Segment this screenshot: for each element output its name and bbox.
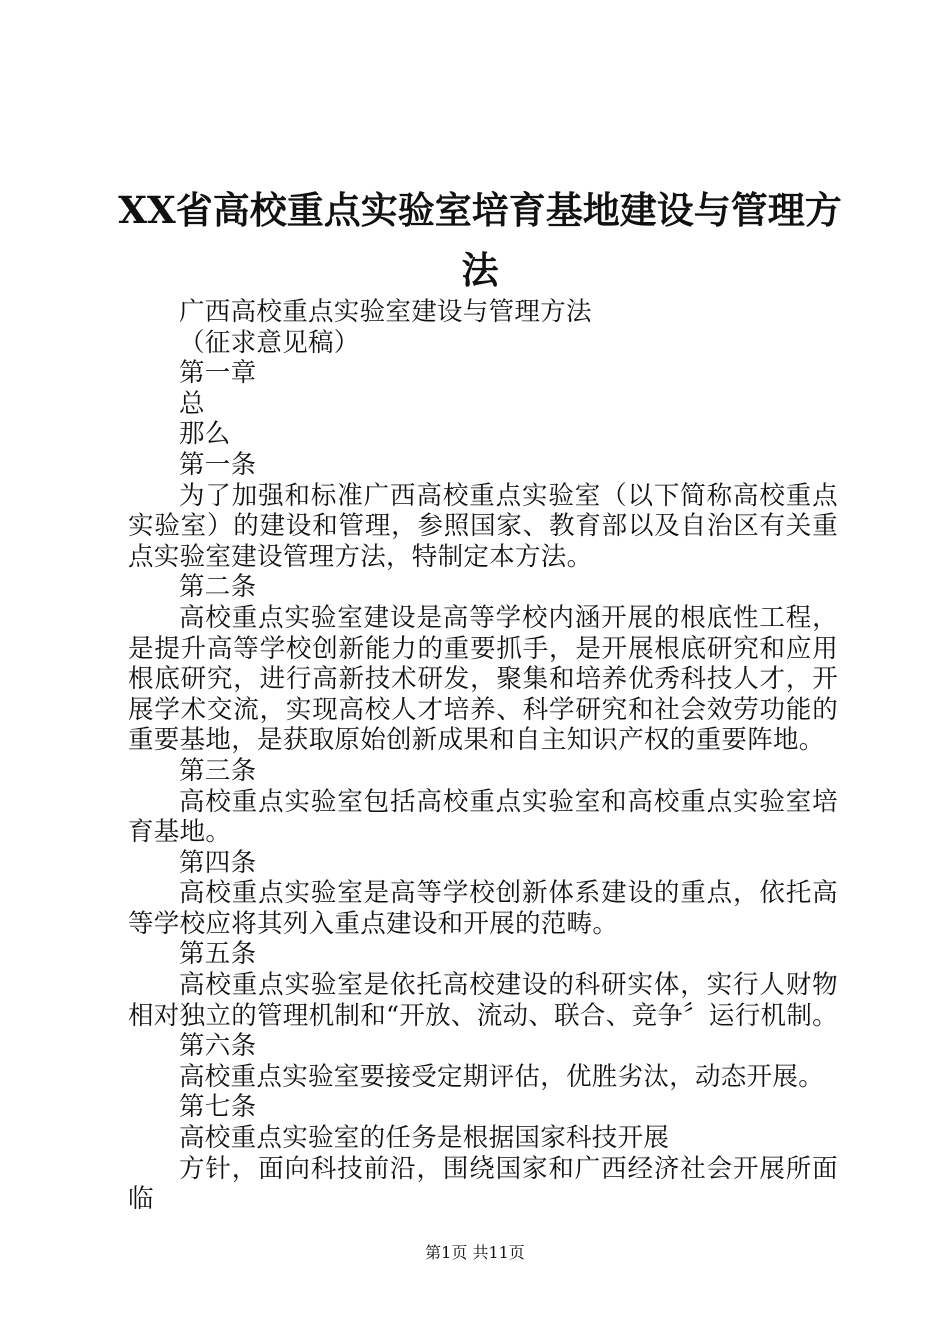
article-heading: 第七条 (179, 1092, 257, 1123)
article-heading: 第四条 (179, 847, 257, 878)
article-text: 高校重点实验室是依托高校建设的科研实体，实行人财物相对独立的管理机制和“开放、流动、联合、竞争〞运行机制。 (128, 970, 838, 1031)
article-text: 高校重点实验室要接受定期评估，优胜劣汰，动态开展。 (179, 1061, 825, 1092)
article-text: 方针，面向科技前沿，围绕国家和广西经济社会开展所面临 (128, 1153, 838, 1215)
page-footer: 第1页 共11页 (425, 1243, 525, 1262)
article-heading: 第三条 (179, 755, 257, 786)
article-heading: 第六条 (179, 1031, 257, 1062)
article-heading: 第二条 (179, 572, 257, 603)
paragraph: 广西高校重点实验室建设与管理方法 (179, 297, 592, 327)
chapter-heading: 第一章 (179, 358, 257, 389)
paragraph: 总 (179, 388, 205, 419)
article-text: 为了加强和标准广西高校重点实验室（以下简称高校重点实验室）的建设和管理，参照国家、教育部以及自治区有关重点实验室建设管理方法，特制定本方法。 (128, 480, 838, 572)
document-title: XX省高校重点实验室培育基地建设与管理方 (118, 188, 842, 232)
article-text: 高校重点实验室建设是高等学校内涵开展的根底性工程，是提升高等学校创新能力的重要抓手，是开展根底研究和应用根底研究，进行高新技术研发，聚集和培养优秀科技人才，开展学术交流，实现高校人才培养、科学研究和社会效劳功能的重要基地，是获取原始创新成果和自主知识产权的重要阵地。 (128, 602, 838, 756)
paragraph: （征求意见稿） (179, 327, 360, 358)
article-text: 高校重点实验室是高等学校创新体系建设的重点，依托高等学校应将其列入重点建设和开展的范畴。 (128, 878, 838, 939)
article-heading: 第五条 (179, 939, 257, 970)
article-text: 高校重点实验室包括高校重点实验室和高校重点实验室培育基地。 (128, 786, 838, 848)
paragraph: 那么 (179, 419, 231, 450)
article-text: 高校重点实验室的任务是根据国家科技开展 (179, 1123, 670, 1154)
article-heading: 第一条 (179, 449, 257, 480)
document-body (128, 297, 838, 1215)
document-title-continued: 法 (461, 248, 499, 292)
